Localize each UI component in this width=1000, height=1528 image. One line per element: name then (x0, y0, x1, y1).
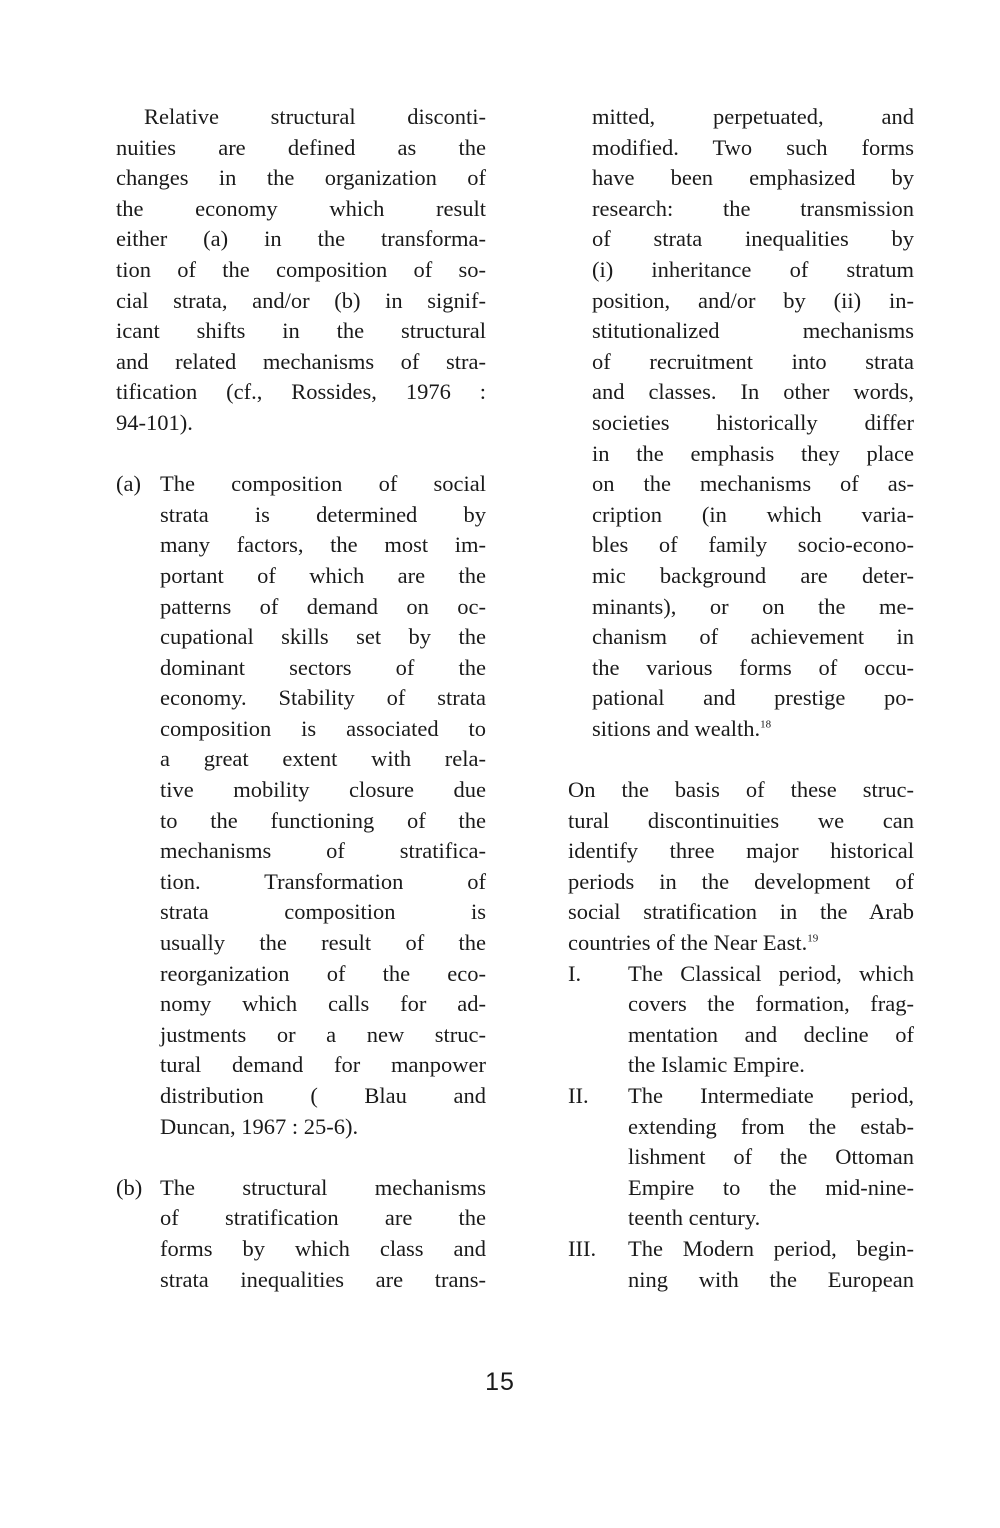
left-column (116, 102, 486, 1295)
text-line: nomy which calls for ad- (160, 991, 486, 1017)
text-line: mentation and decline of (628, 1021, 914, 1047)
text-line: economy. Stability of strata (160, 685, 486, 711)
text-line: and classes. In other words, (592, 379, 914, 405)
text-line: The Classical period, which (628, 960, 914, 986)
footnote-marker: 18 (760, 718, 772, 731)
list-item-body (116, 1173, 486, 1295)
period-item-1 (568, 959, 914, 1081)
period-label: I. (568, 960, 582, 986)
text-line-content: countries of the Near East. (568, 930, 808, 956)
text-line: either (a) in the transforma- (116, 226, 486, 252)
list-item-b (116, 1173, 486, 1295)
text-line: On the basis of these struc- (568, 777, 914, 803)
text-line: the various forms of occu- (592, 654, 914, 680)
text-line: cial strata, and/or (b) in signif- (116, 287, 486, 313)
text-line: forms by which class and (160, 1235, 486, 1261)
intro-paragraph (116, 102, 486, 439)
text-line: 94-101). (116, 409, 193, 435)
text-line: research: the transmission (592, 195, 914, 221)
text-line: of stratification are the (160, 1205, 486, 1231)
period-body (568, 1081, 914, 1234)
text-line: modified. Two such forms (592, 134, 914, 160)
period-body (568, 1234, 914, 1295)
text-line: usually the result of the (160, 930, 486, 956)
footnote-marker: 19 (807, 932, 819, 945)
text-line: distribution ( Blau and (160, 1083, 486, 1108)
text-line: portant of which are the (160, 562, 486, 588)
text-line: chanism of achievement in (592, 624, 914, 650)
text-line: on the mechanisms of as- (592, 471, 914, 497)
list-item-label: (a) (116, 471, 141, 497)
text-line: of strata inequalities by (592, 226, 914, 252)
text-line: and related mechanisms of stra- (116, 348, 486, 374)
text-line: lishment of the Ottoman (628, 1144, 914, 1170)
text-line: a great extent with rela- (160, 746, 486, 772)
text-line: the economy which result (116, 195, 486, 221)
period-label: III. (568, 1235, 597, 1261)
text-line: position, and/or by (ii) in- (592, 287, 914, 313)
text-line: mic background are deter- (592, 562, 914, 588)
text-line: reorganization of the eco- (160, 960, 486, 986)
list-item-a (116, 469, 486, 1142)
text-line: strata inequalities are trans- (160, 1266, 486, 1292)
text-line: Relative structural disconti- (144, 104, 486, 129)
text-line: tification (cf., Rossides, 1976 : (116, 379, 486, 405)
text-line (568, 928, 914, 959)
text-line: The composition of social (160, 471, 486, 497)
text-line: have been emphasized by (592, 165, 914, 191)
text-line: Duncan, 1967 : 25-6). (160, 1113, 359, 1139)
text-line: stitutionalized mechanisms (592, 318, 914, 344)
text-line: covers the formation, frag- (628, 991, 914, 1017)
text-line: teenth century. (628, 1205, 761, 1231)
text-line: mechanisms of stratifica- (160, 838, 486, 864)
period-item-3 (568, 1234, 914, 1295)
text-line: changes in the organization of (116, 165, 486, 191)
text-line-content: sitions and wealth. (592, 715, 761, 741)
list-item-label: (b) (116, 1174, 143, 1200)
text-line: composition is associated to (160, 715, 486, 741)
continuation-paragraph (592, 102, 914, 744)
text-line: bles of family socio-econo- (592, 532, 914, 558)
text-line: tion. Transformation of (160, 868, 486, 894)
text-line: The structural mechanisms (160, 1174, 486, 1200)
text-line: tive mobility closure due (160, 777, 486, 803)
text-line: cupational skills set by the (160, 624, 486, 650)
text-line: cription (in which varia- (592, 501, 914, 527)
text-line: strata composition is (160, 899, 486, 925)
period-label: II. (568, 1083, 589, 1108)
period-body (568, 959, 914, 1081)
text-line: to the functioning of the (160, 807, 486, 833)
text-line: minants), or on the me- (592, 593, 914, 619)
text-line: Empire to the mid-nine- (628, 1174, 914, 1200)
text-line: identify three major historical (568, 838, 914, 864)
text-line: tural discontinuities we can (568, 807, 914, 833)
page-number: 15 (485, 1368, 515, 1396)
text-line: in the emphasis they place (592, 440, 914, 466)
text-line: icant shifts in the structural (116, 318, 486, 344)
text-line: tion of the composition of so- (116, 256, 486, 282)
text-line (592, 714, 914, 745)
text-line: social stratification in the Arab (568, 899, 914, 925)
text-line: the Islamic Empire. (628, 1052, 805, 1078)
text-line: societies historically differ (592, 409, 914, 435)
text-line: (i) inheritance of stratum (592, 256, 914, 282)
text-line: nuities are defined as the (116, 134, 486, 160)
period-item-2 (568, 1081, 914, 1234)
text-line: strata is determined by (160, 501, 486, 527)
text-line: tural demand for manpower (160, 1052, 486, 1078)
text-line: ning with the European (628, 1266, 914, 1292)
text-line: The Modern period, begin- (628, 1235, 914, 1261)
periods-intro-paragraph (568, 775, 914, 959)
text-line: of recruitment into strata (592, 348, 914, 374)
right-column (568, 102, 914, 1295)
text-line: dominant sectors of the (160, 654, 486, 680)
text-line: The Intermediate period, (628, 1083, 914, 1108)
text-line: pational and prestige po- (592, 685, 914, 711)
text-line: patterns of demand on oc- (160, 593, 486, 619)
list-item-body (116, 469, 486, 1142)
text-line: periods in the development of (568, 868, 914, 894)
text-line: justments or a new struc- (160, 1021, 486, 1047)
text-line: mitted, perpetuated, and (592, 104, 914, 129)
text-line: extending from the estab- (628, 1113, 914, 1139)
text-line: many factors, the most im- (160, 532, 486, 558)
